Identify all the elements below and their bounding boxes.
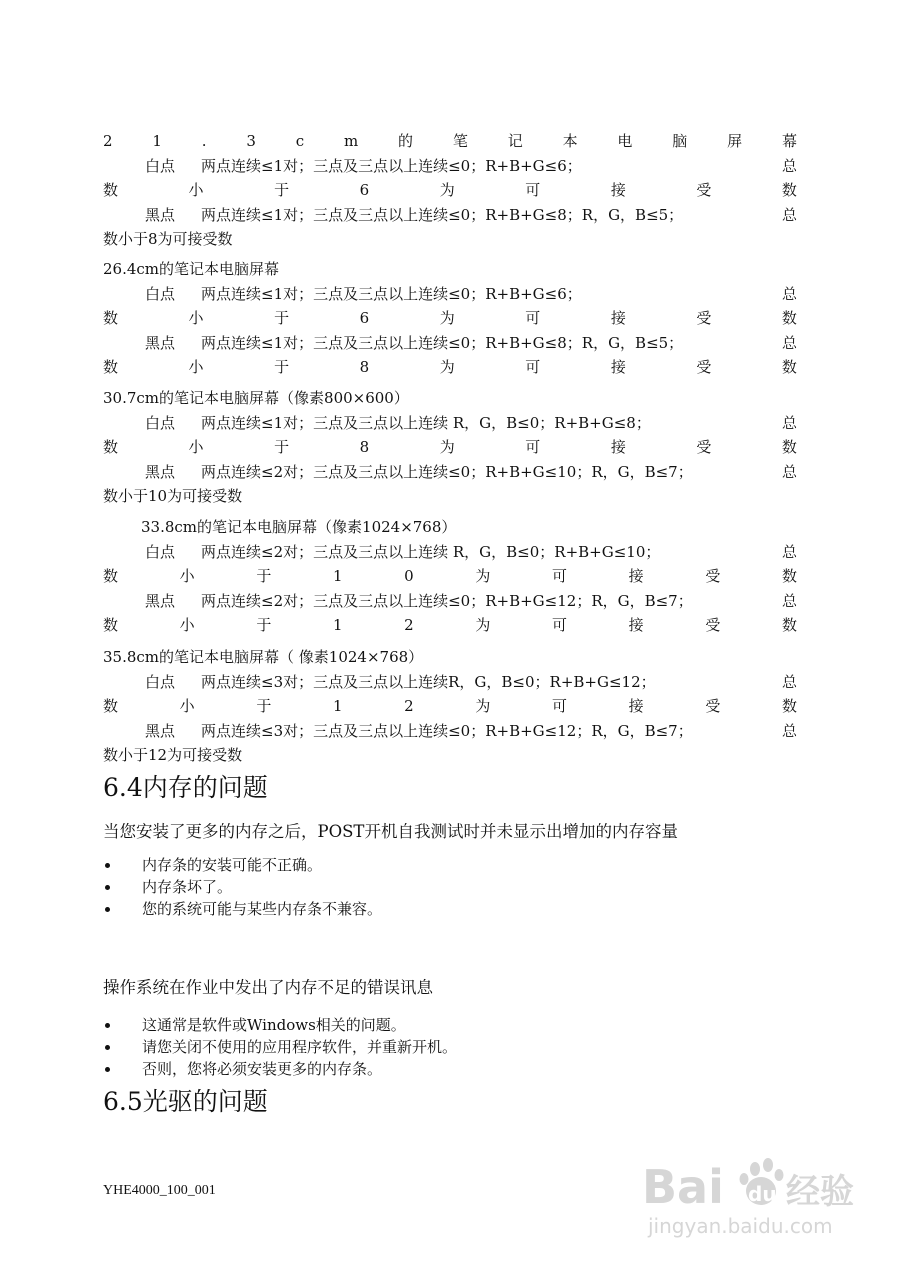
justified-char: 小	[179, 567, 195, 585]
justified-char: 为	[475, 567, 491, 585]
justified-char: 受	[696, 438, 712, 456]
black-point-rule: 黑点 两点连续≤1对；三点及三点以上连续≤0；R+B+G≤8；R，G，B≤5； 总	[145, 205, 797, 224]
title-char: 电	[617, 132, 633, 150]
white-point-continuation	[103, 178, 797, 203]
watermark-cn: 经验	[786, 1172, 854, 1212]
list-item: 请您关闭不使用的应用程序软件，并重新开机。	[103, 1036, 457, 1058]
justified-char: 可	[525, 181, 541, 199]
black-point-rule: 黑点 两点连续≤3对；三点及三点以上连续≤0；R+B+G≤12；R，G，B≤7； 总	[145, 721, 797, 740]
section-26-4cm	[103, 257, 797, 380]
section-35-8cm	[103, 645, 797, 768]
section-title: 30.7cm的笔记本电脑屏幕（像素800×600）	[103, 389, 409, 407]
justified-char: 小	[188, 358, 204, 376]
black-point-rule: 黑点 两点连续≤2对；三点及三点以上连续≤0；R+B+G≤10；R，G，B≤7； 总	[145, 462, 797, 481]
watermark-paw-text: du	[748, 1182, 777, 1206]
section-21-3cm	[103, 129, 797, 252]
title-char: 脑	[672, 132, 688, 150]
justified-char: 6	[359, 309, 370, 327]
title-char: 记	[507, 132, 523, 150]
justified-char: 于	[256, 697, 272, 715]
watermark-url: jingyan.baidu.com	[648, 1214, 833, 1238]
black-point-continuation	[103, 613, 797, 638]
memory-issue-1: 当您安装了更多的内存之后，POST开机自我测试时并未显示出增加的内存容量	[103, 822, 678, 841]
section-33-8cm	[103, 515, 797, 638]
justified-char: 受	[705, 616, 721, 634]
memory-issue-1-list	[103, 854, 382, 920]
justified-char: 数	[103, 438, 119, 456]
justified-char: 接	[628, 567, 644, 585]
justified-char: 8	[359, 438, 370, 456]
section-title	[103, 129, 797, 154]
justified-char: 数	[781, 438, 797, 456]
section-30-7cm	[103, 386, 797, 509]
watermark-brand: Bai	[642, 1160, 724, 1214]
justified-char: 可	[552, 616, 568, 634]
optical-drive-heading: 6.5光驱的问题	[103, 1087, 268, 1116]
justified-char: 受	[705, 697, 721, 715]
justified-char: 于	[256, 616, 272, 634]
bullet-icon	[105, 1067, 110, 1072]
justified-char: 数	[781, 309, 797, 327]
white-point-continuation	[103, 306, 797, 331]
bullet-icon	[105, 1045, 110, 1050]
bullet-icon	[105, 907, 110, 912]
title-char: 幕	[781, 132, 797, 150]
justified-char: 2	[404, 616, 414, 634]
justified-char: 小	[179, 616, 195, 634]
title-char: 本	[562, 132, 578, 150]
title-char: m	[343, 132, 359, 150]
justified-char: 1	[332, 697, 343, 715]
title-char: .	[201, 132, 207, 150]
justified-char: 小	[188, 438, 204, 456]
black-point-rule: 黑点 两点连续≤1对；三点及三点以上连续≤0；R+B+G≤8；R，G，B≤5； 总	[145, 333, 797, 352]
bullet-icon	[105, 885, 110, 890]
justified-char: 接	[610, 358, 626, 376]
baidu-jingyan-watermark-logo	[640, 1145, 860, 1245]
justified-char: 1	[332, 616, 343, 634]
justified-char: 可	[525, 438, 541, 456]
justified-char: 接	[610, 181, 626, 199]
justified-char: 于	[274, 438, 290, 456]
title-char: 笔	[452, 132, 468, 150]
justified-char: 2	[404, 697, 414, 715]
justified-char: 为	[439, 181, 455, 199]
justified-char: 数	[781, 697, 797, 715]
justified-char: 小	[188, 181, 204, 199]
white-point-continuation	[103, 435, 797, 460]
list-item: 这通常是软件或Windows相关的问题。	[103, 1014, 457, 1036]
justified-char: 为	[475, 616, 491, 634]
list-item: 内存条坏了。	[103, 876, 382, 898]
bullet-icon	[105, 863, 110, 868]
justified-char: 为	[439, 309, 455, 327]
list-item: 内存条的安装可能不正确。	[103, 854, 382, 876]
list-item: 您的系统可能与某些内存条不兼容。	[103, 898, 382, 920]
justified-char: 为	[439, 438, 455, 456]
white-point-rule: 白点 两点连续≤3对；三点及三点以上连续R，G，B≤0；R+B+G≤12； 总	[145, 672, 797, 691]
justified-char: 数	[103, 697, 119, 715]
bullet-icon	[105, 1023, 110, 1028]
white-point-rule: 白点 两点连续≤1对；三点及三点以上连续 R，G，B≤0；R+B+G≤8； 总	[145, 413, 797, 432]
black-point-continuation: 数小于8为可接受数	[103, 230, 233, 248]
justified-char: 数	[781, 181, 797, 199]
justified-char: 于	[274, 358, 290, 376]
justified-char: 于	[256, 567, 272, 585]
justified-char: 数	[781, 567, 797, 585]
justified-char: 受	[696, 309, 712, 327]
list-item: 否则，您将必须安装更多的内存条。	[103, 1058, 457, 1080]
justified-char: 接	[628, 697, 644, 715]
title-char: 2	[103, 132, 113, 150]
section-title: 33.8cm的笔记本电脑屏幕（像素1024×768）	[141, 518, 457, 536]
justified-char: 小	[188, 309, 204, 327]
justified-char: 数	[103, 567, 119, 585]
white-point-rule: 白点 两点连续≤1对；三点及三点以上连续≤0；R+B+G≤6； 总	[145, 284, 797, 303]
white-point-rule: 白点 两点连续≤2对；三点及三点以上连续 R，G，B≤0；R+B+G≤10； 总	[145, 542, 797, 561]
section-title: 26.4cm的笔记本电脑屏幕	[103, 260, 280, 278]
justified-char: 接	[610, 309, 626, 327]
justified-char: 1	[332, 567, 343, 585]
black-point-rule: 黑点 两点连续≤2对；三点及三点以上连续≤0；R+B+G≤12；R，G，B≤7； 总	[145, 591, 797, 610]
justified-char: 可	[525, 358, 541, 376]
white-point-continuation	[103, 694, 797, 719]
black-point-continuation	[103, 355, 797, 380]
justified-char: 小	[179, 697, 195, 715]
white-point-continuation	[103, 564, 797, 589]
justified-char: 数	[103, 358, 119, 376]
memory-heading: 6.4内存的问题	[103, 773, 268, 802]
justified-char: 受	[696, 358, 712, 376]
justified-char: 为	[439, 358, 455, 376]
justified-char: 数	[103, 616, 119, 634]
justified-char: 数	[781, 358, 797, 376]
justified-char: 受	[696, 181, 712, 199]
justified-char: 接	[628, 616, 644, 634]
justified-char: 数	[781, 616, 797, 634]
justified-char: 可	[552, 697, 568, 715]
justified-char: 于	[274, 309, 290, 327]
justified-char: 可	[552, 567, 568, 585]
justified-char: 于	[274, 181, 290, 199]
white-point-rule: 白点 两点连续≤1对；三点及三点以上连续≤0；R+B+G≤6； 总	[145, 156, 797, 175]
justified-char: 受	[705, 567, 721, 585]
justified-char: 数	[103, 181, 119, 199]
title-char: 3	[246, 132, 256, 150]
section-title: 35.8cm的笔记本电脑屏幕（ 像素1024×768）	[103, 648, 424, 666]
justified-char: 6	[359, 181, 370, 199]
justified-char: 可	[525, 309, 541, 327]
justified-char: 为	[475, 697, 491, 715]
black-point-continuation: 数小于12为可接受数	[103, 746, 243, 764]
black-point-continuation: 数小于10为可接受数	[103, 487, 243, 505]
title-char: c	[295, 132, 305, 150]
footer-doc-id: YHE4000_100_001	[103, 1183, 216, 1198]
justified-char: 0	[404, 567, 414, 585]
justified-char: 8	[359, 358, 370, 376]
title-char: 1	[152, 132, 162, 150]
justified-char: 数	[103, 309, 119, 327]
title-char: 屏	[727, 132, 743, 150]
title-char: 的	[398, 132, 414, 150]
justified-char: 接	[610, 438, 626, 456]
memory-issue-2: 操作系统在作业中发出了内存不足的错误讯息	[103, 978, 433, 997]
memory-issue-2-list	[103, 1014, 457, 1080]
